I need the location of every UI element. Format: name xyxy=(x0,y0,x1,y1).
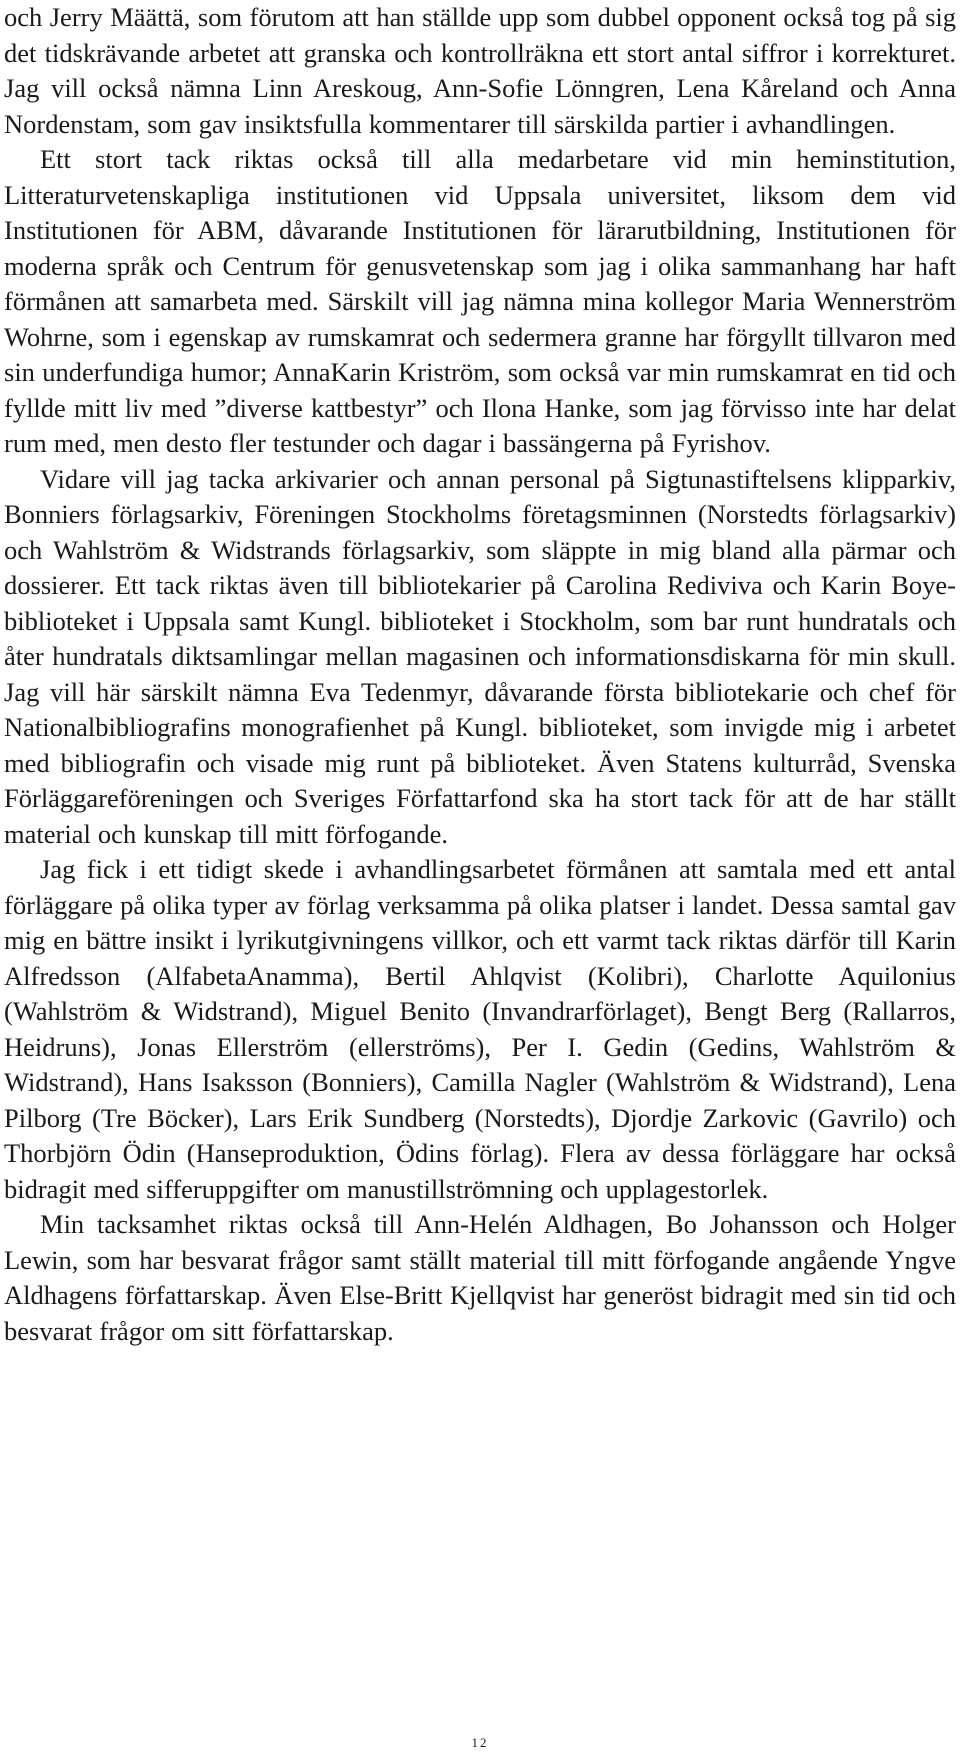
paragraph-publishers: Jag fick i ett tidigt skede i avhandlingsarbetet förmånen att samtala med ett antal förläggare på olika typer av förlag verksamma på olika platser i landet. Dessa samtal gav mig en bättre insikt i lyrikutgivningens villkor, och ett varmt tack riktas därför till Karin Alfredsson (AlfabetaAnamma), Bertil Ahlqvist (Kolibri), Charlotte Aquilonius (Wahlström & Widstrand), Miguel Benito (Invandrarförlaget), Bengt Berg (Rallarros, Heidruns), Jonas Ellerström (ellerströms), Per I. Gedin (Gedins, Wahlström & Widstrand), Hans Isaksson (Bonniers), Camilla Nagler (Wahlström & Widstrand), Lena Pilborg (Tre Böcker), Lars Erik Sundberg (Norstedts), Djordje Zarkovic (Gavrilo) och Thorbjörn Ödin (Hanseproduktion, Ödins förlag). Flera av dessa förläggare har också bidragit med sifferuppgifter om manustillströmning och upplagestorlek. xyxy=(4,854,956,1204)
paragraph-colleagues: Ett stort tack riktas också till alla medarbetare vid min heminstitution, Litteraturvetenskapliga institutionen vid Uppsala universitet, liksom dem vid Institutionen för ABM, dåvarande Institutionen för lärarutbildning, Institutionen för moderna språk och Centrum för genusvetenskap som jag i olika sammanhang har haft förmånen att samarbeta med. Särskilt vill jag nämna mina kollegor Maria Wennerström Wohrne, som i egenskap av rumskamrat och sedermera granne har förgyllt tillvaron med sin underfundiga humor; AnnaKarin Kriström, som också var min rumskamrat en tid och fyllde mitt liv med ”diverse kattbestyr” och Ilona Hanke, som jag förvisso inte har delat rum med, men desto fler testunder och dagar i bassängerna på Fyrishov. xyxy=(4,144,956,458)
paragraph-aldhagen: Min tacksamhet riktas också till Ann-Helén Aldhagen, Bo Johansson och Holger Lewin, som har besvarat frågor samt ställt material till mitt förfogande angående Yngve Aldhagens författarskap. Även Else-Britt Kjellqvist har generöst bidragit med sin tid och besvarat frågor om sitt författarskap. xyxy=(4,1209,956,1346)
paragraph-continuation: och Jerry Määttä, som förutom att han ställde upp som dubbel opponent också tog på sig det tidskrävande arbetet att granska och kontrollräkna ett stort antal siffror i korrekturet. Jag vill också nämna Linn Areskoug, Ann-Sofie Lönngren, Lena Kåreland och Anna Nordenstam, som gav insiktsfulla kommentarer till särskilda partier i avhandlingen. xyxy=(4,2,956,139)
paragraph-archives: Vidare vill jag tacka arkivarier och annan personal på Sigtunastiftelsens klipparkiv, Bonniers förlagsarkiv, Föreningen Stockholms företagsminnen (Norstedts förlagsarkiv) och Wahlström & Widstrands förlagsarkiv, som släppte in mig bland alla pärmar och dossierer. Ett tack riktas även till bibliotekarier på Carolina Rediviva och Karin Boye-biblioteket i Uppsala samt Kungl. biblioteket i Stockholm, som bar runt hundratals och åter hundratals diktsamlingar mellan magasinen och informationsdiskarna för min skull. Jag vill här särskilt nämna Eva Tedenmyr, dåvarande första bibliotekarie och chef för Nationalbibliografins monografienhet på Kungl. biblioteket, som invigde mig i arbetet med bibliografin och visade mig runt på biblioteket. Även Statens kulturråd, Svenska Förläggareföreningen och Sveriges Författarfond ska ha stort tack för att de har ställt material och kunskap till mitt förfogande. xyxy=(4,463,956,849)
page-number: 12 xyxy=(471,1735,489,1750)
document-page xyxy=(4,0,956,1349)
